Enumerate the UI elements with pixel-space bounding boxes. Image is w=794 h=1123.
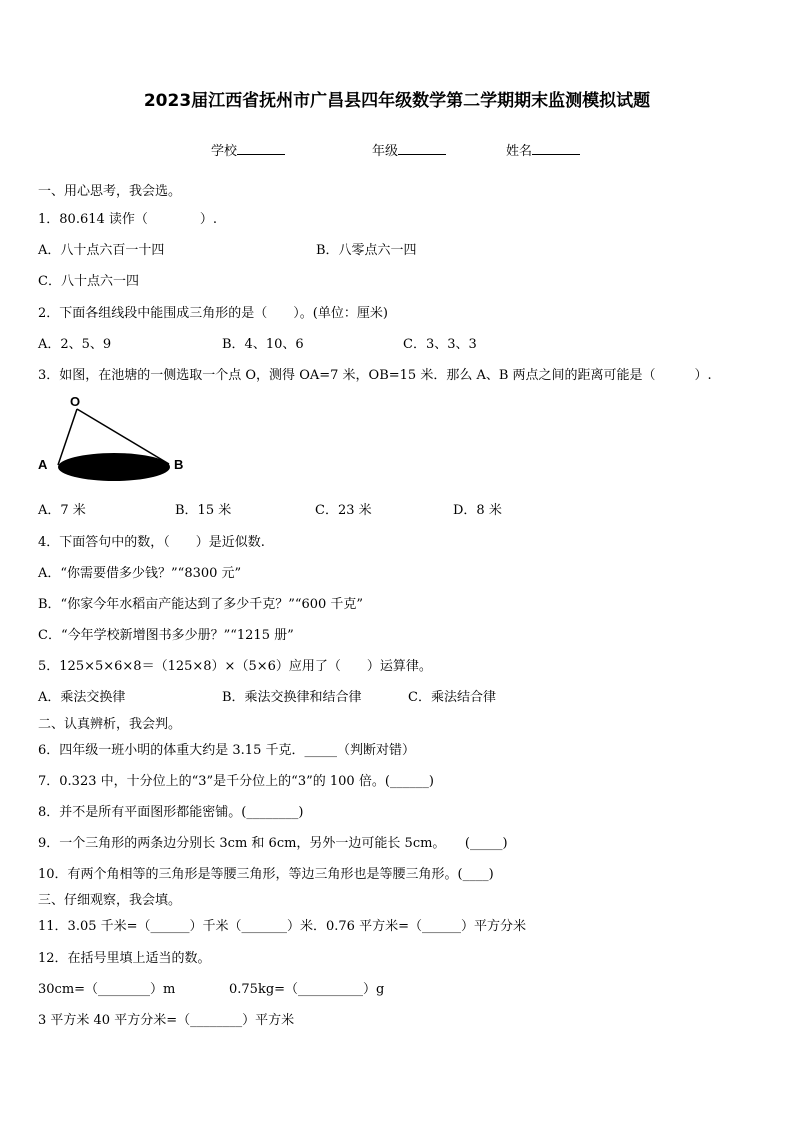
- question-5-option-a: A．乘法交换律: [38, 690, 126, 705]
- section-1-heading: 一、用心思考，我会选。: [38, 184, 182, 199]
- question-1: 1．80.614 读作（ ）.: [38, 212, 218, 227]
- question-3-option-b: B．15 米: [175, 503, 232, 518]
- line-oa: [58, 409, 77, 465]
- page-title: 2023届江西省抚州市广昌县四年级数学第二学期期末监测模拟试题: [143, 91, 651, 111]
- pond-triangle-figure: [36, 392, 186, 487]
- question-2-option-b: B．4、10、6: [222, 337, 304, 352]
- question-1-option-a: A．八十点六百一十四: [38, 243, 165, 258]
- grade-field: [372, 140, 446, 159]
- question-3: 3．如图，在池塘的一侧选取一个点 O，测得 OA=7 米，OB=15 米．那么 A、B 两点之间的距离可能是（ ）.: [38, 368, 712, 383]
- question-6: 6．四年级一班小明的体重大约是 3.15 千克．_____（判断对错）: [38, 743, 415, 758]
- name-blank: [532, 142, 580, 155]
- school-field: [211, 140, 285, 159]
- school-blank: [237, 142, 285, 155]
- question-1-option-b: B．八零点六一四: [316, 243, 417, 258]
- question-4-option-a: A．“你需要借多少钱？”“8300 元”: [38, 566, 242, 581]
- point-a-label: A: [38, 457, 48, 472]
- grade-label: 年级: [372, 144, 399, 159]
- question-12: 12．在括号里填上适当的数。: [38, 951, 211, 966]
- question-3-option-c: C．23 米: [315, 503, 372, 518]
- question-2: 2．下面各组线段中能围成三角形的是（ ）。(单位：厘米): [38, 306, 388, 321]
- grade-blank: [398, 142, 446, 155]
- point-b-label: B: [174, 457, 184, 472]
- question-3-option-a: A．7 米: [38, 503, 86, 518]
- name-field: [506, 140, 580, 159]
- question-11: 11．3.05 千米=（______）千米（_______）米．0.76 平方米=（______）平方分米: [38, 919, 526, 934]
- question-4-option-c: C．“今年学校新增图书多少册？”“1215 册”: [38, 628, 294, 643]
- section-2-heading: 二、认真辨析，我会判。: [38, 717, 182, 732]
- question-5: 5．125×5×6×8＝（125×8）×（5×6）应用了（ ）运算律。: [38, 659, 432, 674]
- question-5-option-c: C．乘法结合律: [408, 690, 496, 705]
- pond-shape: [58, 453, 170, 481]
- question-8: 8．并不是所有平面图形都能密铺。(________): [38, 805, 304, 820]
- question-12-part-b: 0.75kg=（__________）g: [229, 982, 385, 997]
- question-5-option-b: B．乘法交换律和结合律: [222, 690, 362, 705]
- question-12-part-c: 3 平方米 40 平方分米=（________）平方米: [38, 1013, 295, 1028]
- question-4: 4．下面答句中的数，（ ）是近似数.: [38, 535, 265, 550]
- question-9: 9．一个三角形的两条边分别长 3cm 和 6cm，另外一边可能长 5cm。 (_____): [38, 836, 508, 851]
- question-12-part-a: 30cm=（________）m: [38, 982, 176, 997]
- question-10: 10．有两个角相等的三角形是等腰三角形，等边三角形也是等腰三角形。(____): [38, 867, 494, 882]
- name-label: 姓名: [506, 144, 533, 159]
- school-label: 学校: [211, 144, 238, 159]
- point-o-label: O: [70, 394, 81, 409]
- question-3-option-d: D．8 米: [453, 503, 502, 518]
- question-4-option-b: B．“你家今年水稻亩产能达到了多少千克？”“600 千克”: [38, 597, 364, 612]
- question-2-option-c: C．3、3、3: [403, 337, 477, 352]
- question-7: 7．0.323 中，十分位上的“3”是千分位上的“3”的 100 倍。(______): [38, 774, 434, 789]
- question-2-option-a: A．2、5、9: [38, 337, 112, 352]
- section-3-heading: 三、仔细观察，我会填。: [38, 893, 182, 908]
- question-1-option-c: C．八十点六一四: [38, 274, 139, 289]
